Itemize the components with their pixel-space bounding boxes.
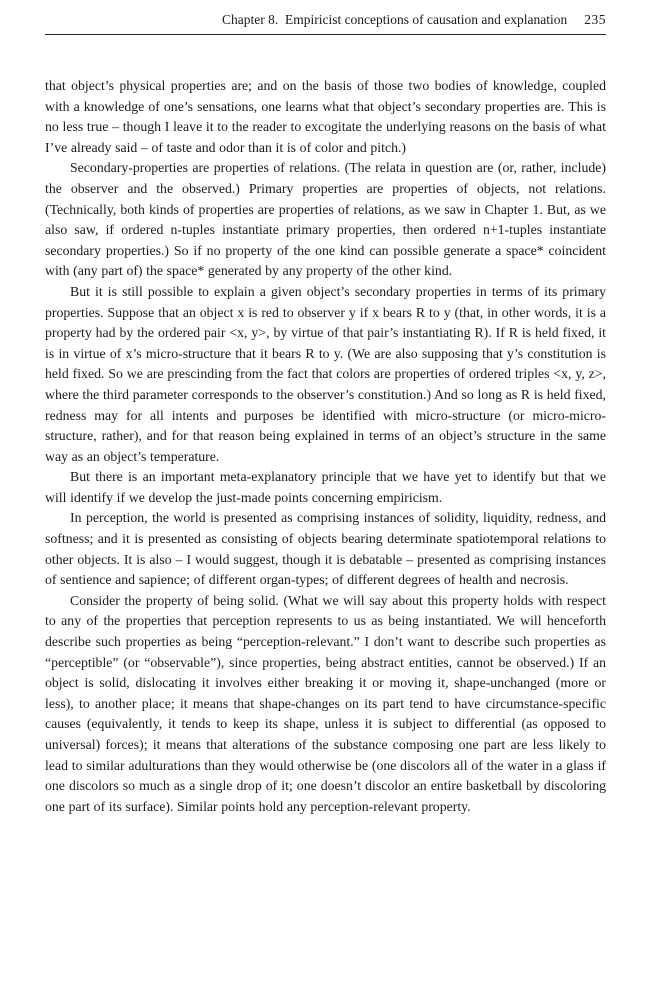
paragraph: In perception, the world is presented as comprising instances of solidity, liquidity, redness, and softness; and it is presented as consisting of objects bearing determinate spatiotemporal relations to other objects. It is also – I would suggest, though it is debatable – presented as comprising instances of sentience and sapience; of different organ-types; of different degrees of health and necrosis. xyxy=(45,510,606,588)
paragraph: Secondary-properties are properties of relations. (The relata in question are (or, rather, include) the observer and the observed.) Primary properties are properties of objects, not relations. (Technically, both kinds of properties are properties of relations, as we saw in Chapter 1. But, as we also saw, if ordered n-tuples instantiate primary properties, then ordered n+1-tuples instantiate secondary properties.) So if no property of the one kind can possible generate a space* coincident with (any part of) the space* generated by any property of the other kind. xyxy=(45,160,606,279)
paragraph: Consider the property of being solid. (What we will say about this property holds with respect to any of the properties that perception represents to us as being instantiated. We will henceforth describe such properties as being “perception-relevant.” I don’t want to describe such properties as “perceptible” (or “observable”), since properties, being abstract entities, cannot be observed.) If an object is solid, dislocating it involves either breaking it or moving it, shape-unchanged (more or less), to another place; it means that shape-changes on its part tend to have circumstance-specific causes (equivalently, it tends to keep its shape, unless it is subject to differential (as opposed to universal) forces); it means that alterations of the substance composing one part are less likely to lead to similar adulturations than they would otherwise be (one discolors all of the water in a glass if one discolors so much as a single drop of it; one doesn’t discolor an entire basketball by discoloring one part of its surface). Similar points hold any perception-relevant property. xyxy=(45,592,606,814)
running-head xyxy=(45,12,606,35)
paragraph: But it is still possible to explain a given object’s secondary properties in terms of its primary properties. Suppose that an object x is red to observer y if x bears R to y (that, in other words, it is a property had by the ordered pair <x, y>, by virtue of that pair’s instantiating R). If R is held fixed, it is in virtue of x’s micro-structure that it bears R to y. (We are also supposing that y’s constitution is held fixed. So we are prescinding from the fact that colors are properties of ordered triples <x, y, z>, where the third parameter corresponds to the observer’s constitution.) And so long as R is held fixed, redness may for all intents and purposes be identified with micro-structure (or micro-micro-structure, rather), and for that reason being explained in terms of an object’s structure in the same way as an object’s temperature. xyxy=(45,283,606,464)
paragraph: that object’s physical properties are; and on the basis of those two bodies of knowledge, coupled with a knowledge of one’s sensations, one learns what that object’s secondary properties are. This is no less true – though I leave it to the reader to excogitate the underlying reasons on the basis of what I’ve already said – of taste and odor than it is of color and pitch.) xyxy=(45,78,606,155)
page-number: 235 xyxy=(584,12,606,27)
running-head-title: Chapter 8. Empiricist conceptions of causation and explanation xyxy=(221,12,568,27)
paragraph: But there is an important meta-explanatory principle that we have yet to identify but that we will identify if we develop the just-made points concerning empiricism. xyxy=(45,469,606,505)
body-text xyxy=(45,76,606,817)
